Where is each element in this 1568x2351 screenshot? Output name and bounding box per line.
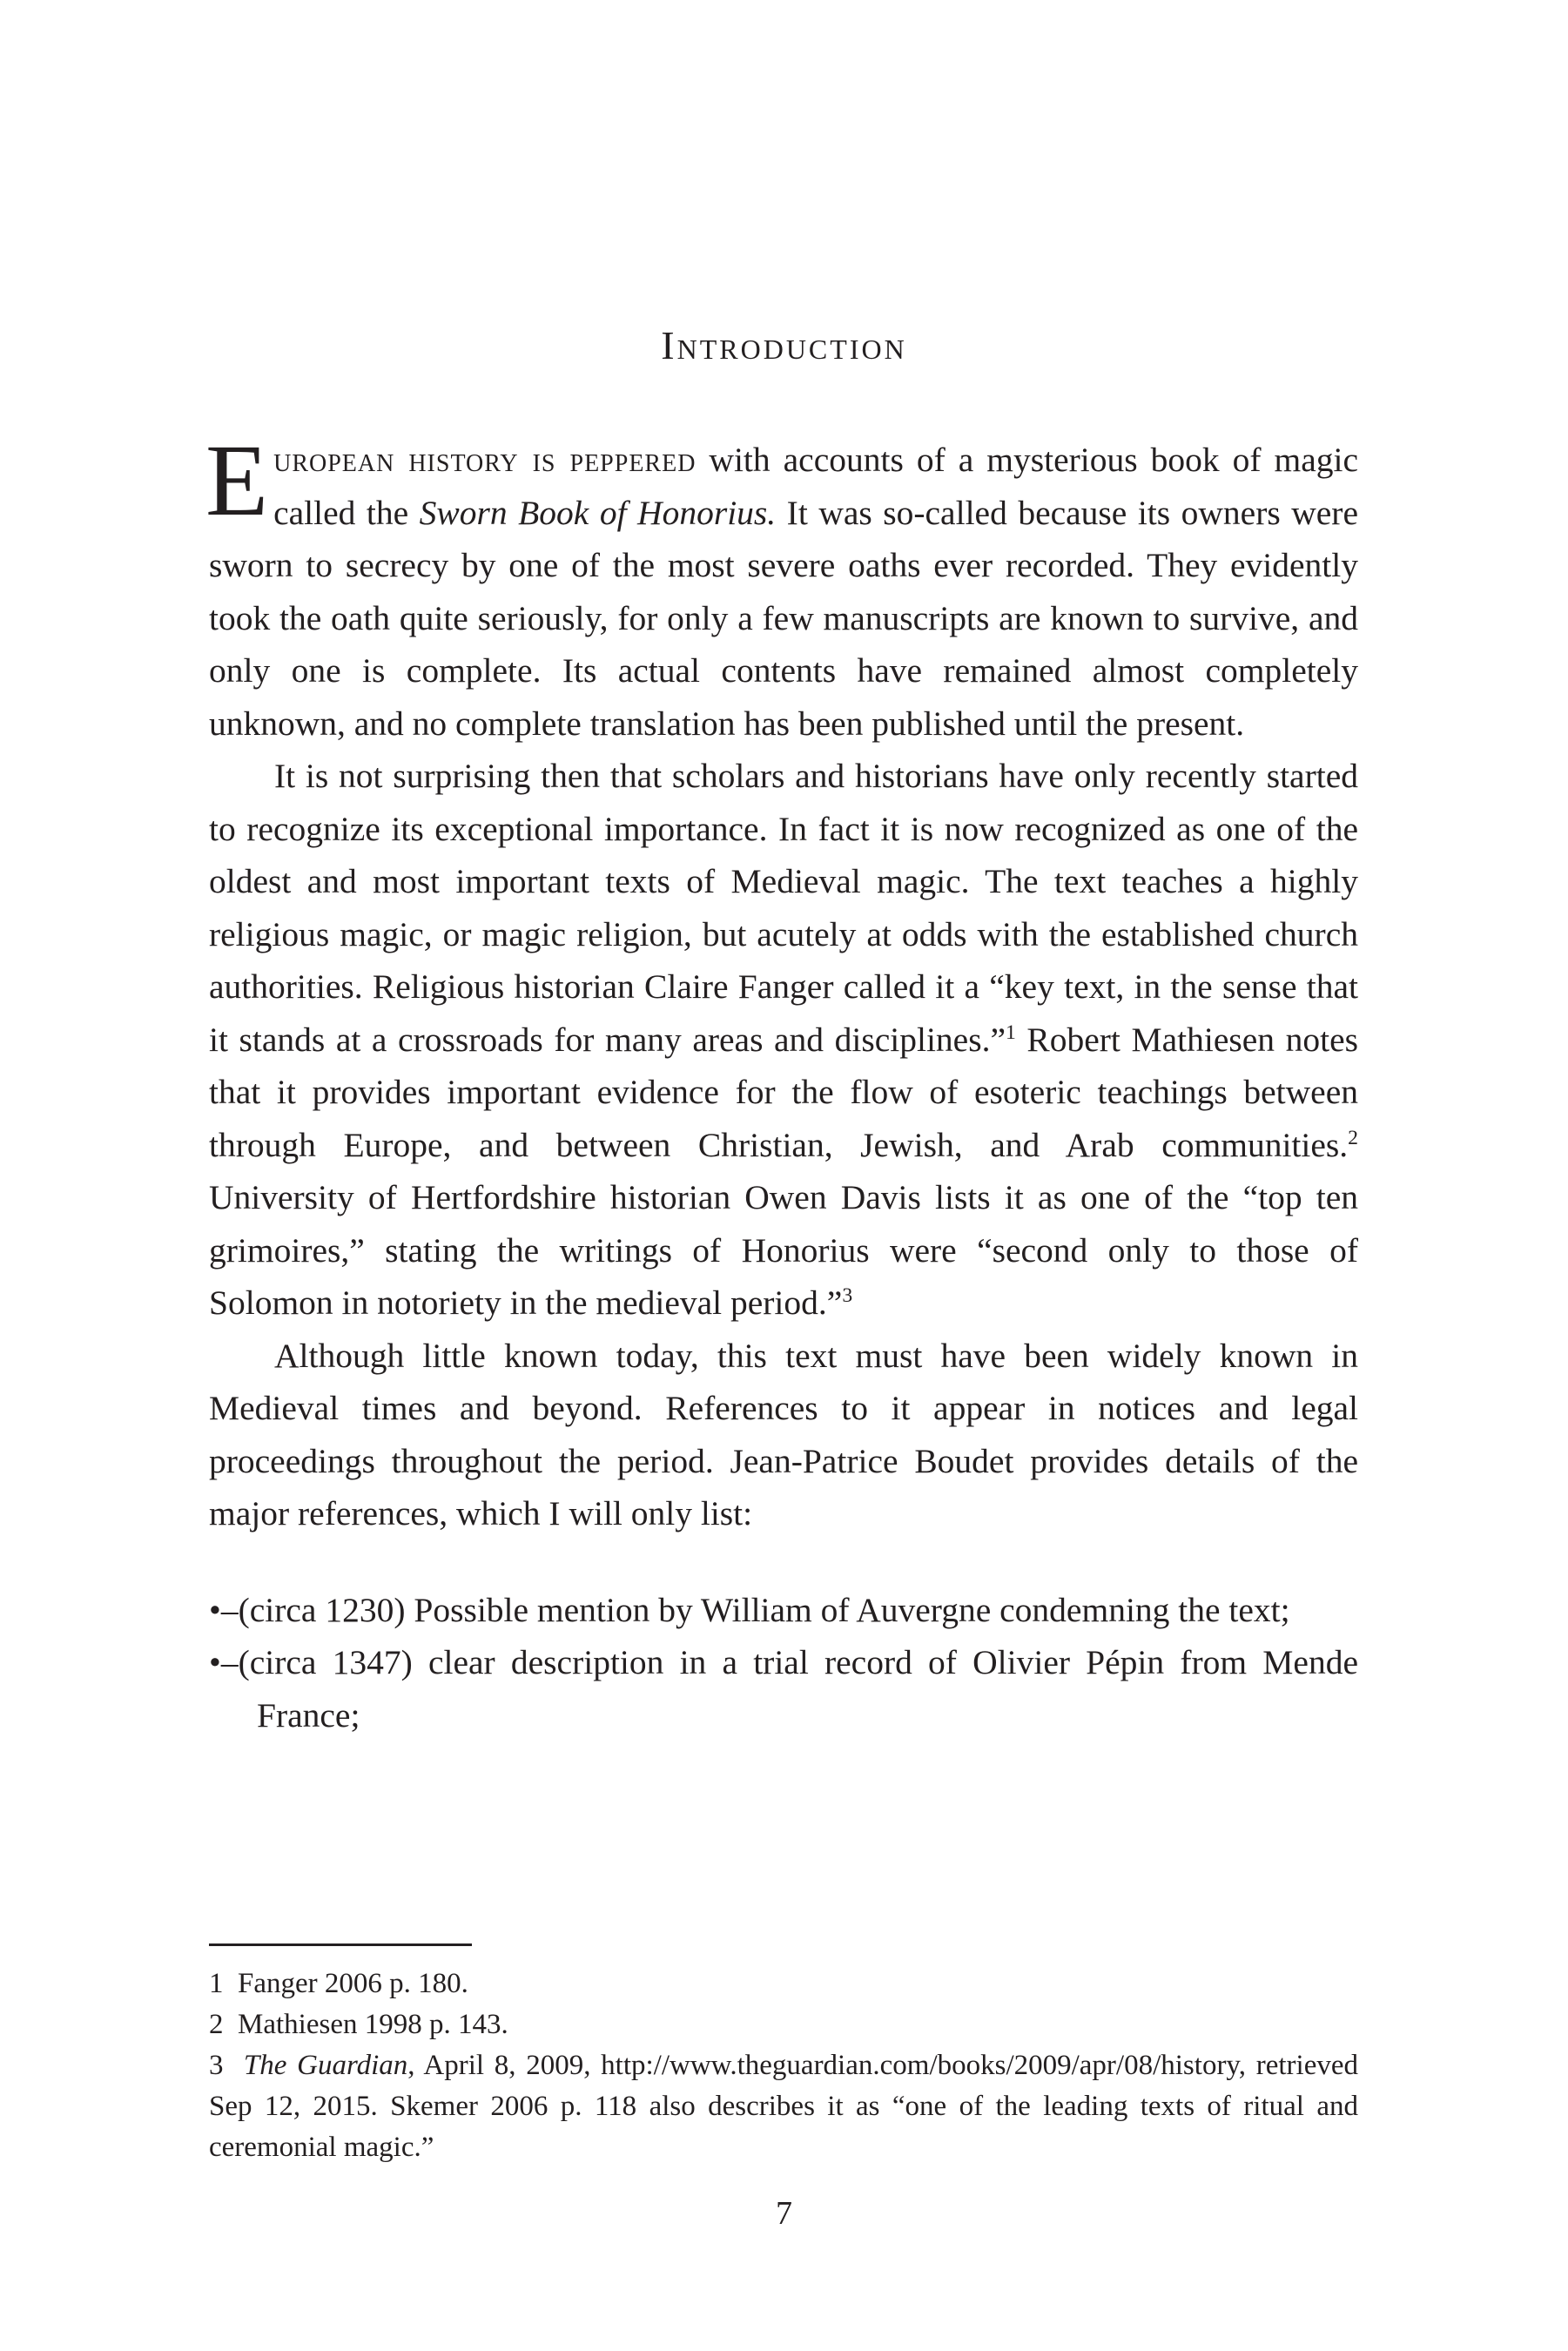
body-text bbox=[205, 423, 1358, 1741]
footnote-text: Mathiesen 1998 p. 143. bbox=[238, 2009, 508, 2040]
opening-smallcaps: uropean history is peppered bbox=[273, 441, 697, 479]
page-title: Introduction bbox=[661, 323, 907, 367]
footnote-2 bbox=[209, 2004, 1358, 2045]
footnote-text: Fanger 2006 p. 180. bbox=[238, 1968, 468, 1999]
drop-cap: E bbox=[205, 423, 269, 537]
page-number: 7 bbox=[776, 2195, 792, 2232]
list-item: •–(circa 1347) clear description in a trial record of Olivier Pépin from Mende France; bbox=[209, 1643, 1358, 1735]
text: University of Hertfordshire historian Owen Davis lists it as one of the “top ten grimoires,” stating the writings of Honorius were “second only to those of Solomon in notoriety in the medieval period.” bbox=[209, 1178, 1358, 1322]
footnote-3 bbox=[209, 2045, 1358, 2168]
text: It is not surprising then that scholars and historians have only recently started to recognize its exceptional importance. In fact it is now recognized as one of the oldest and most important texts of Medieval magic. The text teaches a highly religious magic, or magic religion, but acutely at odds with the established church authorities. Religious historian Claire Fanger called it a “key text, in the sense that it stands at a crossroads for many areas and disciplines.” bbox=[209, 757, 1358, 1059]
footnote-number: 2 bbox=[209, 2009, 224, 2040]
footnote-number: 1 bbox=[209, 1968, 224, 1999]
paragraph-2 bbox=[209, 750, 1358, 1330]
footnote-number: 3 bbox=[209, 2050, 224, 2081]
footnote-1 bbox=[209, 1964, 1358, 2004]
footnote-ref[interactable]: 3 bbox=[842, 1283, 853, 1307]
footnotes bbox=[209, 1964, 1358, 2168]
footnote-divider bbox=[209, 1943, 472, 1946]
footnote-ref[interactable]: 2 bbox=[1348, 1126, 1358, 1149]
footnote-text: , April 8, 2009, http://www.theguardian.com/books/2009/apr/08/history, retrieved Sep 12, 2015. Skemer 2006 p. 118 also describes it as “one of the leading texts of ritual and ceremonial magic.” bbox=[209, 2050, 1359, 2163]
text: Robert Mathiesen notes that it provides important evidence for the flow of esoteric teachings between through Europe, and between Christian, Jewish, and Arab communities. bbox=[209, 1020, 1358, 1164]
paragraph-1 bbox=[205, 423, 1358, 750]
publication-title: The Guardian bbox=[243, 2050, 408, 2081]
list-item: •–(circa 1230) Possible mention by William of Auvergne condemning the text; bbox=[209, 1590, 1290, 1629]
footnote-ref[interactable]: 1 bbox=[1005, 1021, 1016, 1044]
reference-list bbox=[209, 1584, 1358, 1742]
book-title: Sworn Book of Honorius. bbox=[419, 493, 777, 532]
text: It was so-called because its owners were sworn to secrecy by one of the most severe oaths ever recorded. They evidently took the oath quite seriously, for only a few manuscripts are known to survive, and only one is complete. Its actual contents have remained almost completely unknown, and no complete translation has been published until the present. bbox=[209, 493, 1358, 743]
paragraph-3: Although little known today, this text must have been widely known in Medieval times and beyond. References to it appear in notices and legal proceedings throughout the period. Jean-Patrice Boudet provides details of the major references, which I will only list: bbox=[209, 1336, 1358, 1533]
text: with accounts of a mysterious book of magic called the bbox=[273, 441, 1358, 532]
